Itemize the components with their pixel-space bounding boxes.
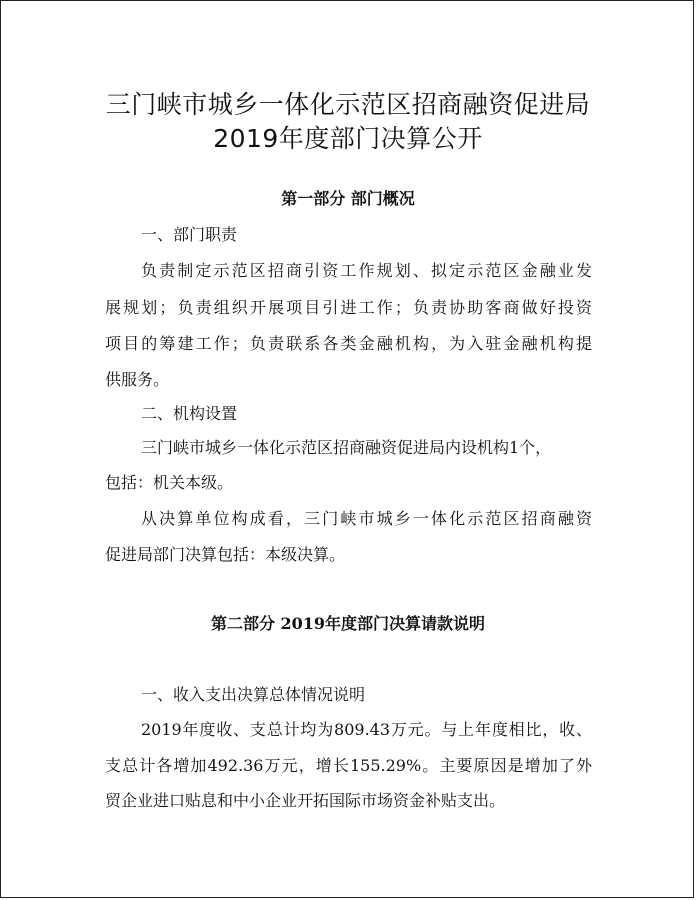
- paragraph-line: 供服务。: [105, 370, 170, 389]
- paragraph-line: 贸企业进口贴息和中小企业开拓国际市场资金补贴支出。: [105, 791, 506, 810]
- section-heading-revenue: 一、收入支出决算总体情况说明: [141, 685, 366, 704]
- document-title-line2: 2019年度部门决算公开: [213, 124, 483, 153]
- paragraph-line: 2019年度收、支总计均为809.43万元。与上年度相比，收、: [141, 720, 592, 739]
- paragraph-line: 促进局部门决算包括：本级决算。: [105, 545, 346, 564]
- paragraph-line: 项目的筹建工作；负责联系各类金融机构，为入驻金融机构提: [105, 334, 592, 353]
- paragraph-line: 三门峡市城乡一体化示范区招商融资促进局内设机构1个，: [141, 438, 552, 457]
- paragraph-line: 包括：机关本级。: [105, 473, 234, 492]
- paragraph-line: 支总计各增加492.36万元，增长155.29%。主要原因是增加了外: [105, 756, 592, 775]
- document-title-line1: 三门峡市城乡一体化示范区招商融资促进局: [105, 90, 591, 119]
- paragraph-line: 负责制定示范区招商引资工作规划、拟定示范区金融业发: [141, 261, 592, 280]
- paragraph-line: 展规划；负责组织开展项目引进工作；负责协助客商做好投资: [105, 298, 592, 317]
- part2-heading: 第二部分 2019年度部门决算请款说明: [210, 614, 486, 633]
- part1-heading: 第一部分 部门概况: [281, 189, 415, 208]
- paragraph-line: 从决算单位构成看，三门峡市城乡一体化示范区招商融资: [141, 509, 592, 528]
- section-heading-structure: 二、机构设置: [141, 404, 238, 423]
- section-heading-duties: 一、部门职责: [141, 225, 238, 244]
